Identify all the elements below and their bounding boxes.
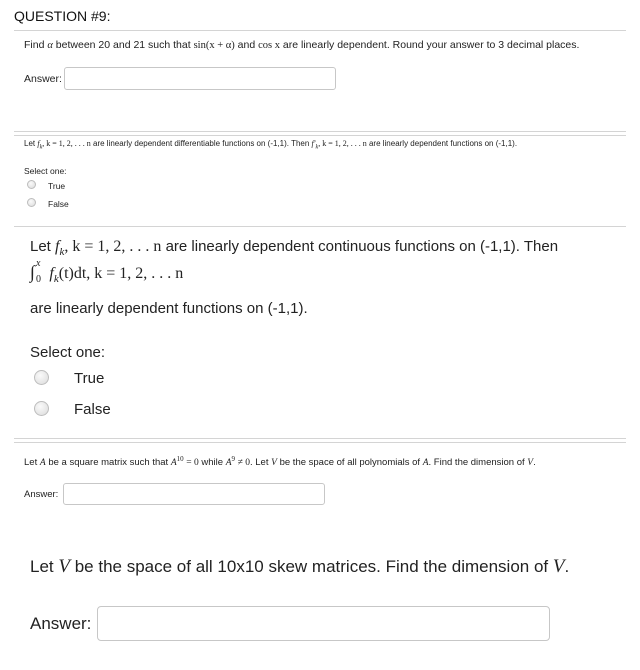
q2-text-c: are linearly dependent functions on (-1,1). [368, 139, 518, 148]
q2-text-b: are linearly dependent differentiable functions on (-1,1). Then [93, 139, 310, 148]
q3-option-true: True [74, 370, 105, 387]
q1-answer-input[interactable] [64, 67, 336, 90]
q3-select-label: Select one: [30, 344, 106, 361]
q3-integral-expr [30, 258, 184, 286]
q4-text-a: Let [24, 457, 38, 469]
q5-V: V [58, 556, 70, 577]
q2-select-label: Select one: [24, 166, 67, 176]
q3-text-b: are linearly dependent continuous functions on (-1,1). Then [165, 238, 559, 255]
q2-text [24, 139, 517, 151]
q3-line1 [30, 238, 558, 258]
q4-answer-input[interactable] [63, 483, 325, 505]
q1-text [24, 39, 579, 51]
divider [14, 131, 626, 136]
q1-alpha: α [47, 40, 53, 51]
q1-sin-expr: sin(x + α) [193, 40, 235, 51]
q4-A: A [39, 458, 46, 469]
q3-text-a: Let [30, 238, 51, 255]
q4-text-e: be the space of all polynomials of [279, 457, 421, 469]
q3-integrand: $f_k$ [49, 265, 59, 286]
q1-text-b: between 20 and 21 such that [55, 39, 191, 51]
q2-option-true: True [48, 181, 66, 191]
q3-fk: $f_k$ [55, 238, 65, 259]
q2-fk-prime: $f'_k$ [311, 139, 319, 151]
q1-cos-expr: cos x [258, 40, 280, 51]
q4-text-c: while [201, 457, 224, 469]
q2-fk: $f_k$ [37, 139, 43, 151]
q3-int-upper: x [35, 258, 41, 269]
q5-answer-input[interactable] [97, 606, 550, 641]
q4-V2: V [527, 458, 534, 469]
q1-text-d: are linearly dependent. Round your answer to 3 decimal places. [282, 39, 580, 51]
q5-text-a: Let [30, 557, 54, 576]
q2-k-range: , k = 1, 2, . . . n [42, 139, 91, 148]
q3-k-range: , k = 1, 2, . . . n [64, 238, 162, 255]
q2-radio-false[interactable] [27, 198, 36, 207]
q5-text-b: be the space of all 10x10 skew matrices. Find the dimension of [74, 557, 549, 576]
q3-line3: are linearly dependent functions on (-1,1). [30, 300, 308, 317]
q4-A10: $A^{10}$ [170, 455, 184, 469]
question-heading: QUESTION #9: [14, 8, 111, 24]
q3-integral-sign: ∫ [30, 262, 35, 282]
divider [14, 30, 626, 31]
q2-text-a: Let [24, 139, 36, 148]
q4-text-f: . Find the dimension of [428, 457, 525, 469]
q4-answer-label: Answer: [24, 489, 59, 500]
q2-k-range2: , k = 1, 2, . . . n [318, 139, 367, 148]
q1-text-c: and [237, 39, 256, 51]
q1-text-a: Find [24, 39, 45, 51]
q5-answer-label: Answer: [30, 614, 92, 633]
q4-A2: A [422, 458, 429, 469]
q5-text [30, 556, 569, 578]
q3-radio-true[interactable] [34, 370, 49, 385]
q4-period: . [533, 457, 536, 469]
q4-text-b: be a square matrix such that [48, 457, 169, 469]
q2-radio-true[interactable] [27, 180, 36, 189]
q2-option-false: False [48, 199, 69, 209]
q4-A9: $A^9$ [225, 455, 236, 469]
q5-period: . [564, 557, 570, 576]
q3-option-false: False [74, 401, 111, 418]
divider [14, 226, 626, 227]
q4-text [24, 455, 536, 468]
q5-V2: V [552, 556, 565, 577]
divider [14, 438, 626, 443]
q4-V: V [271, 458, 277, 469]
q3-radio-false[interactable] [34, 401, 49, 416]
q4-neq0: ≠ 0 [237, 458, 250, 469]
q4-eq0: = 0 [186, 458, 199, 469]
q1-answer-label: Answer: [24, 73, 62, 85]
q3-integrand-rest: (t)dt, k = 1, 2, . . . n [58, 265, 184, 282]
q4-text-d: . Let [250, 457, 269, 469]
q3-int-lower: 0 [35, 274, 41, 285]
